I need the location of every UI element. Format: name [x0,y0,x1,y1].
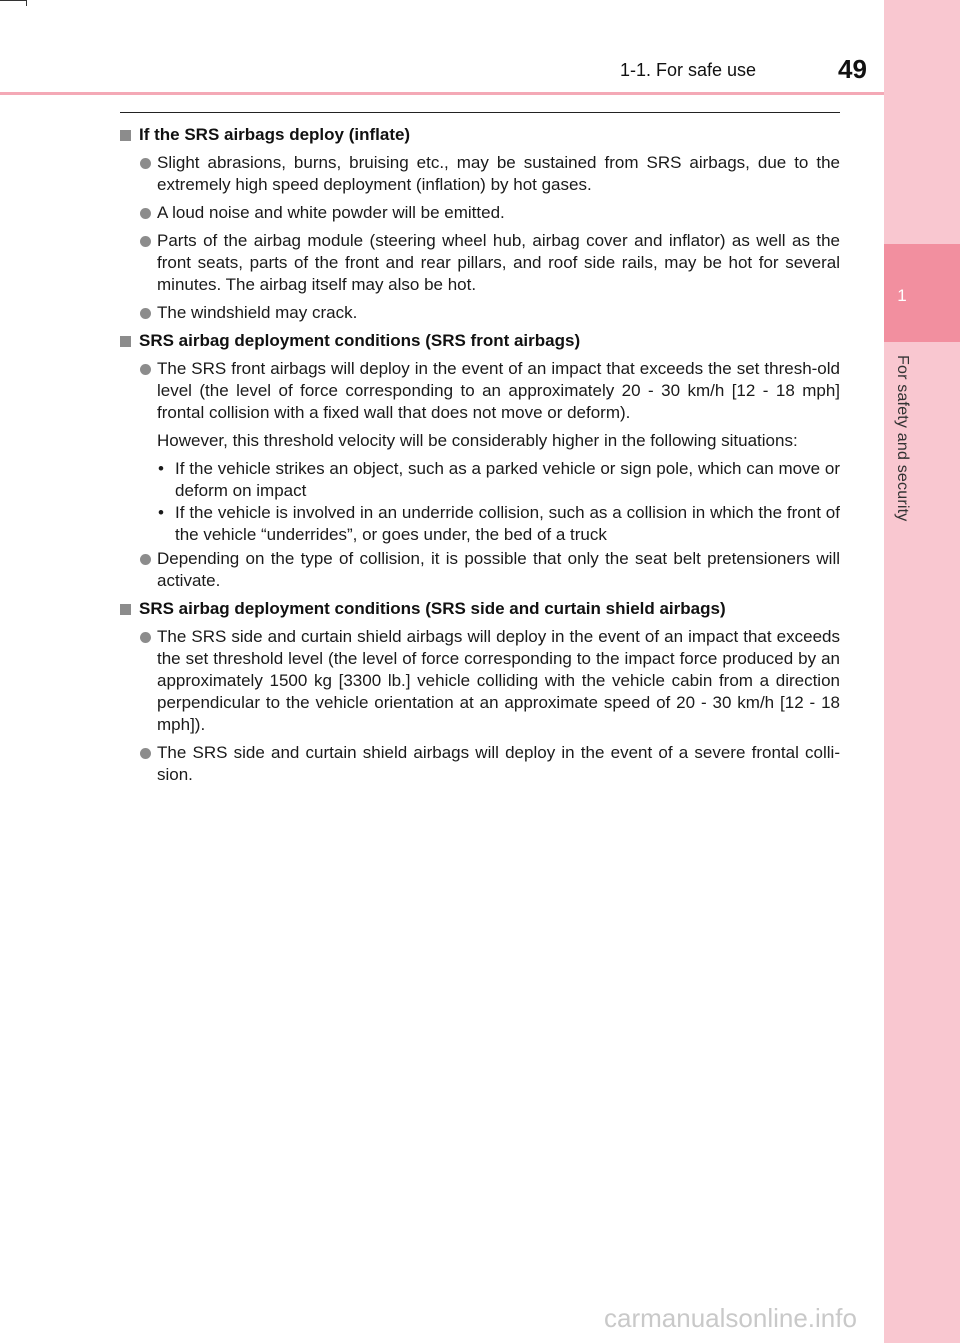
section-heading: SRS airbag deployment conditions (SRS front airbags) [120,330,840,352]
section-heading: If the SRS airbags deploy (inflate) [120,124,840,146]
sub-list-item: • If the vehicle is involved in an underride collision, such as a collision in which the front of the vehicle “underrides”, or goes under, the bed of a truck [158,503,840,544]
circle-bullet-icon [140,748,151,759]
crop-mark-left-tick [26,0,27,6]
chapter-label: For safety and security [894,355,911,522]
paragraph: However, this threshold velocity will be considerably higher in the following situations: [157,431,798,450]
circle-bullet-icon [140,364,151,375]
section-heading: SRS airbag deployment conditions (SRS side and curtain shield airbags) [120,598,840,620]
watermark: carmanualsonline.info [604,1303,857,1333]
list-item: A loud noise and white powder will be emitted. [120,202,840,224]
chapter-number: 1 [897,286,907,305]
page-content [120,124,840,792]
middle-dot-icon: • [158,459,164,478]
list-item: Slight abrasions, burns, bruising etc., may be sustained from SRS airbags, due to the extremely high speed deployment (inflation) by hot gases. [120,152,840,196]
circle-bullet-icon [140,158,151,169]
section-title: 1-1. For safe use [620,60,757,80]
list-item: The SRS side and curtain shield airbags will deploy in the event of an impact that exceeds the set threshold level (the level of force corresponding to the impact force produced by an approximately 1500 kg [3300 lb.] vehicle colliding with the vehicle cabin from a direction perpendicular to the vehicle orientation at an approximate speed of 20 - 30 km/h [12 - 18 mph]). [120,626,840,736]
square-bullet-icon [120,130,131,141]
content-rule [120,112,840,113]
square-bullet-icon [120,604,131,615]
square-bullet-icon [120,336,131,347]
crop-mark-left [0,0,26,1]
list-item: The windshield may crack. [120,302,840,324]
list-item: The SRS side and curtain shield airbags will deploy in the event of a severe frontal colli-sion. [120,742,840,786]
circle-bullet-icon [140,632,151,643]
chapter-side-tab [884,0,960,1343]
list-item: Depending on the type of collision, it is possible that only the seat belt pretensioners will activate. [120,548,840,592]
sub-list-item: • If the vehicle strikes an object, such as a parked vehicle or sign pole, which can move or deform on impact [158,459,840,500]
page-number: 49 [838,54,867,84]
middle-dot-icon: • [158,503,164,522]
circle-bullet-icon [140,554,151,565]
circle-bullet-icon [140,236,151,247]
list-item: The SRS front airbags will deploy in the event of an impact that exceeds the set thresh-old level (the level of force corresponding to an approximately 20 - 30 km/h [12 - 18 mph] frontal collision with a fixed wall that does not move or deform). [120,358,840,424]
circle-bullet-icon [140,308,151,319]
list-item: Parts of the airbag module (steering wheel hub, airbag cover and inflator) as well as the front seats, parts of the front and rear pillars, and roof side rails, may be hot for several minutes. The airbag itself may also be hot. [120,230,840,296]
circle-bullet-icon [140,208,151,219]
header-divider [0,92,884,95]
